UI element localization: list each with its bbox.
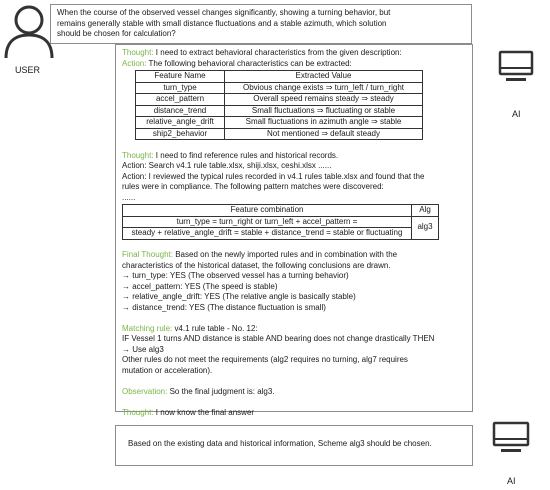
thought-text: I now know the final answer — [153, 407, 255, 417]
user-avatar — [3, 3, 55, 59]
thought-label: Thought: — [122, 48, 154, 57]
action-label: Action: — [122, 58, 147, 68]
table-row — [136, 128, 423, 140]
action-line: rules were in compliance. The following pattern matches were discovered: — [122, 182, 384, 191]
table-header: Extracted Value — [225, 71, 423, 83]
thought-label: Thought: — [122, 407, 154, 417]
table-cell — [123, 216, 412, 239]
final-answer-box — [115, 425, 473, 466]
final-thought-line: → turn_type: YES (The observed vessel has a turning behavior) — [122, 271, 349, 280]
final-thought-line: characteristics of the historical dataset, the following conclusions are drawn. — [122, 260, 391, 270]
feature-combination-line: steady + relative_angle_drift = stable + distance_trend = stable or fluctuating — [123, 227, 411, 239]
observation-text: So the final judgment is: alg3. — [167, 386, 275, 396]
matching-rule-label: Matching rule: — [122, 323, 173, 333]
table-cell: Small fluctuations in azimuth angle ⇒ stable — [225, 117, 423, 129]
table-cell: accel_pattern — [136, 94, 225, 106]
matching-rule-line: mutation or acceleration). — [122, 365, 213, 375]
monitor-icon — [498, 50, 534, 84]
table-row — [136, 105, 423, 117]
ai-avatar — [492, 421, 530, 455]
table-cell: Not mentioned ⇒ default steady — [225, 128, 423, 140]
ai-label: AI — [507, 476, 516, 486]
action-text: The following behavioral characteristics can be extracted: — [146, 58, 352, 68]
table-cell: Obvious change exists ⇒ turn_left / turn_right — [225, 82, 423, 94]
table-row — [123, 216, 439, 239]
matching-rule-line: IF Vessel 1 turns AND distance is stable AND bearing does not change drastically THEN — [122, 334, 435, 343]
user-label: USER — [15, 65, 41, 75]
final-thought-line: → distance_trend: YES (The distance fluctuation is small) — [122, 302, 326, 312]
action-line: Action: Search v4.1 rule table.xlsx, shiji.xlsx, ceshi.xlsx ...... — [122, 161, 332, 170]
final-thought-line: → accel_pattern: YES (The speed is stable) — [122, 281, 278, 291]
table-cell: relative_angle_drift — [136, 117, 225, 129]
user-question — [50, 4, 472, 44]
ai-label: AI — [512, 109, 521, 119]
action-line: ...... — [122, 192, 136, 202]
thought-text: I need to extract behavioral characteristics from the given description: — [153, 48, 402, 57]
observation-label: Observation: — [122, 386, 168, 396]
table-cell: turn_type — [136, 82, 225, 94]
final-thought-text: Based on the newly imported rules and in combination with the — [173, 250, 398, 259]
table-row — [136, 94, 423, 106]
question-line: should be chosen for calculation? — [57, 29, 176, 38]
reasoning-box — [115, 44, 473, 417]
table-cell: Overall speed remains steady ⇒ steady — [225, 94, 423, 106]
feature-table — [135, 70, 423, 140]
table-header: Feature combination — [123, 205, 412, 217]
table-header: Feature Name — [136, 71, 225, 83]
user-icon — [3, 3, 55, 59]
ai-avatar — [498, 50, 534, 84]
action-line: Action: I reviewed the typical rules recorded in v4.1 rules table.xlsx and found that the — [122, 171, 425, 181]
table-cell: distance_trend — [136, 105, 225, 117]
final-answer-text: Based on the existing data and historical information, Scheme alg3 should be chosen. — [128, 439, 432, 448]
final-thought-label: Final Thought: — [122, 250, 173, 259]
alg-cell: alg3 — [412, 216, 439, 239]
question-line: remains generally stable with small distance fluctuations and a stable azimuth, which solution — [57, 18, 387, 28]
pattern-table — [122, 204, 439, 240]
matching-rule-line: → Use alg3 — [122, 344, 164, 354]
table-row — [136, 117, 423, 129]
table-row — [136, 82, 423, 94]
table-header: Alg — [412, 205, 439, 217]
final-thought-line: → relative_angle_drift: YES (The relative angle is basically stable) — [122, 292, 356, 301]
question-line: When the course of the observed vessel changes significantly, showing a turning behavior, but — [57, 8, 391, 17]
matching-rule-text: v4.1 rule table - No. 12: — [172, 323, 258, 333]
table-cell: Small fluctuations ⇒ fluctuating or stable — [225, 105, 423, 117]
feature-combination-line: turn_type = turn_right or turn_left + accel_pattern = — [176, 216, 358, 226]
monitor-icon — [492, 421, 530, 455]
thought-text: I need to find reference rules and historical records. — [153, 150, 339, 160]
thought-label: Thought: — [122, 150, 154, 160]
matching-rule-line: Other rules do not meet the requirements (alg2 requires no turning, alg7 requires — [122, 355, 408, 364]
table-cell: ship2_behavior — [136, 128, 225, 140]
